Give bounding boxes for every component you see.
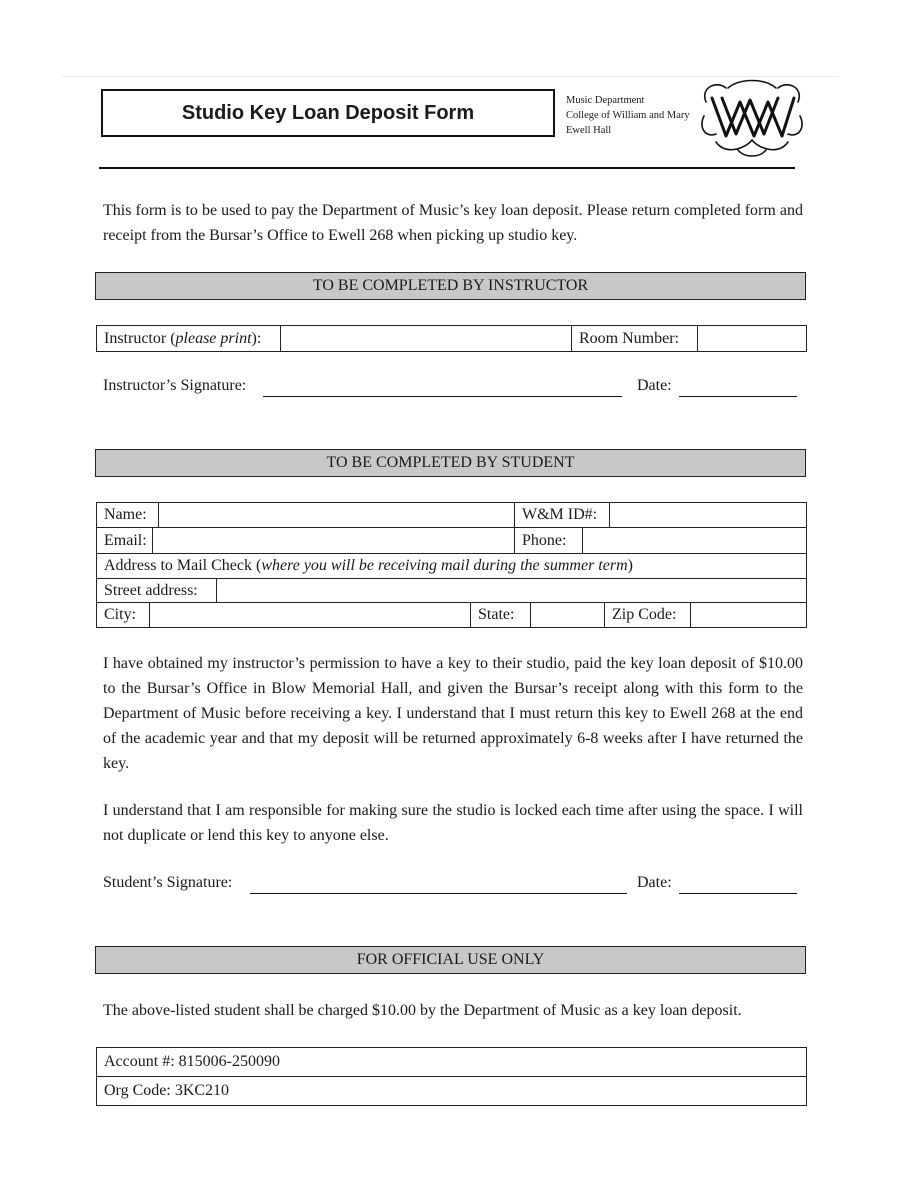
instructor-label-suffix: ): (251, 329, 262, 347)
name-field[interactable] (159, 503, 515, 527)
department-info (566, 93, 690, 138)
header-divider (99, 167, 795, 169)
state-field[interactable] (531, 603, 605, 627)
street-address-label: Street address: (97, 579, 217, 602)
department-line: Music Department (566, 95, 645, 106)
zip-code-label: Zip Code: (605, 603, 691, 627)
email-label: Email: (97, 528, 153, 553)
student-signature-line[interactable] (250, 893, 627, 894)
instructor-signature-line[interactable] (263, 396, 622, 397)
instructor-row (96, 325, 807, 352)
phone-label: Phone: (515, 528, 583, 553)
wm-id-label: W&M ID#: (515, 503, 610, 527)
phone-field[interactable] (583, 528, 806, 553)
student-info-table (96, 502, 807, 628)
agreement-paragraph: I have obtained my instructor’s permission to have a key to their studio, paid the key loan deposit of $10.00 to the Bursar’s Office in Blow Memorial Hall, and given the Bursar’s receipt along with this form to the Department of Music before receiving a key. I understand that I must return this key to Ewell 268 at the end of the academic year and that my deposit will be returned approximately 6-8 weeks after I have returned the key. (103, 655, 803, 772)
city-field[interactable] (150, 603, 471, 627)
table-row (97, 579, 806, 602)
room-number-field[interactable] (698, 326, 806, 351)
student-signature-label: Student’s Signature: (103, 874, 233, 891)
zip-code-field[interactable] (691, 603, 806, 627)
official-section-heading: FOR OFFICIAL USE ONLY (95, 946, 806, 974)
instructor-name-field[interactable] (281, 326, 572, 351)
instructor-label (97, 326, 281, 351)
table-row (97, 1077, 806, 1105)
charge-statement: The above-listed student shall be charged $10.00 by the Department of Music as a key loan deposit. (103, 1002, 742, 1019)
student-section-heading: TO BE COMPLETED BY STUDENT (95, 449, 806, 477)
instructor-label-text: Instructor ( (104, 329, 176, 347)
table-row (97, 528, 806, 553)
email-field[interactable] (153, 528, 515, 553)
form-title: Studio Key Loan Deposit Form (101, 89, 555, 137)
responsibility-paragraph: I understand that I am responsible for making sure the studio is locked each time after using the space. I will not duplicate or lend this key to anyone else. (103, 802, 803, 844)
state-label: State: (471, 603, 531, 627)
table-row (97, 554, 806, 578)
intro-paragraph: This form is to be used to pay the Department of Music’s key loan deposit. Please return completed form and receipt from the Bursar’s Office to Ewell 268 when picking up studio key. (103, 202, 803, 244)
account-number: Account #: 815006-250090 (104, 1053, 280, 1070)
name-label: Name: (97, 503, 159, 527)
instructor-signature-label: Instructor’s Signature: (103, 377, 247, 394)
org-code: Org Code: 3KC210 (104, 1082, 230, 1099)
table-row (97, 503, 806, 527)
instructor-section-heading: TO BE COMPLETED BY INSTRUCTOR (95, 272, 806, 300)
table-row (97, 1048, 806, 1076)
instructor-label-italic: please print (175, 329, 252, 347)
account-table (96, 1047, 807, 1106)
instructor-date-label: Date: (637, 377, 672, 394)
department-line: College of William and Mary (566, 110, 690, 121)
department-line: Ewell Hall (566, 125, 612, 136)
student-date-label: Date: (637, 874, 672, 891)
student-date-line[interactable] (679, 893, 797, 894)
wm-id-field[interactable] (610, 503, 806, 527)
street-address-field[interactable] (217, 579, 806, 602)
table-row (97, 603, 806, 627)
address-label-suffix: ) (627, 557, 633, 574)
address-label-text: Address to Mail Check ( (104, 557, 262, 574)
wm-cypher-logo-icon (698, 76, 806, 160)
address-heading (97, 554, 806, 578)
city-label: City: (97, 603, 150, 627)
room-number-label: Room Number: (572, 326, 698, 351)
instructor-date-line[interactable] (679, 396, 797, 397)
address-label-italic: where you will be receiving mail during the summer term (261, 557, 628, 574)
